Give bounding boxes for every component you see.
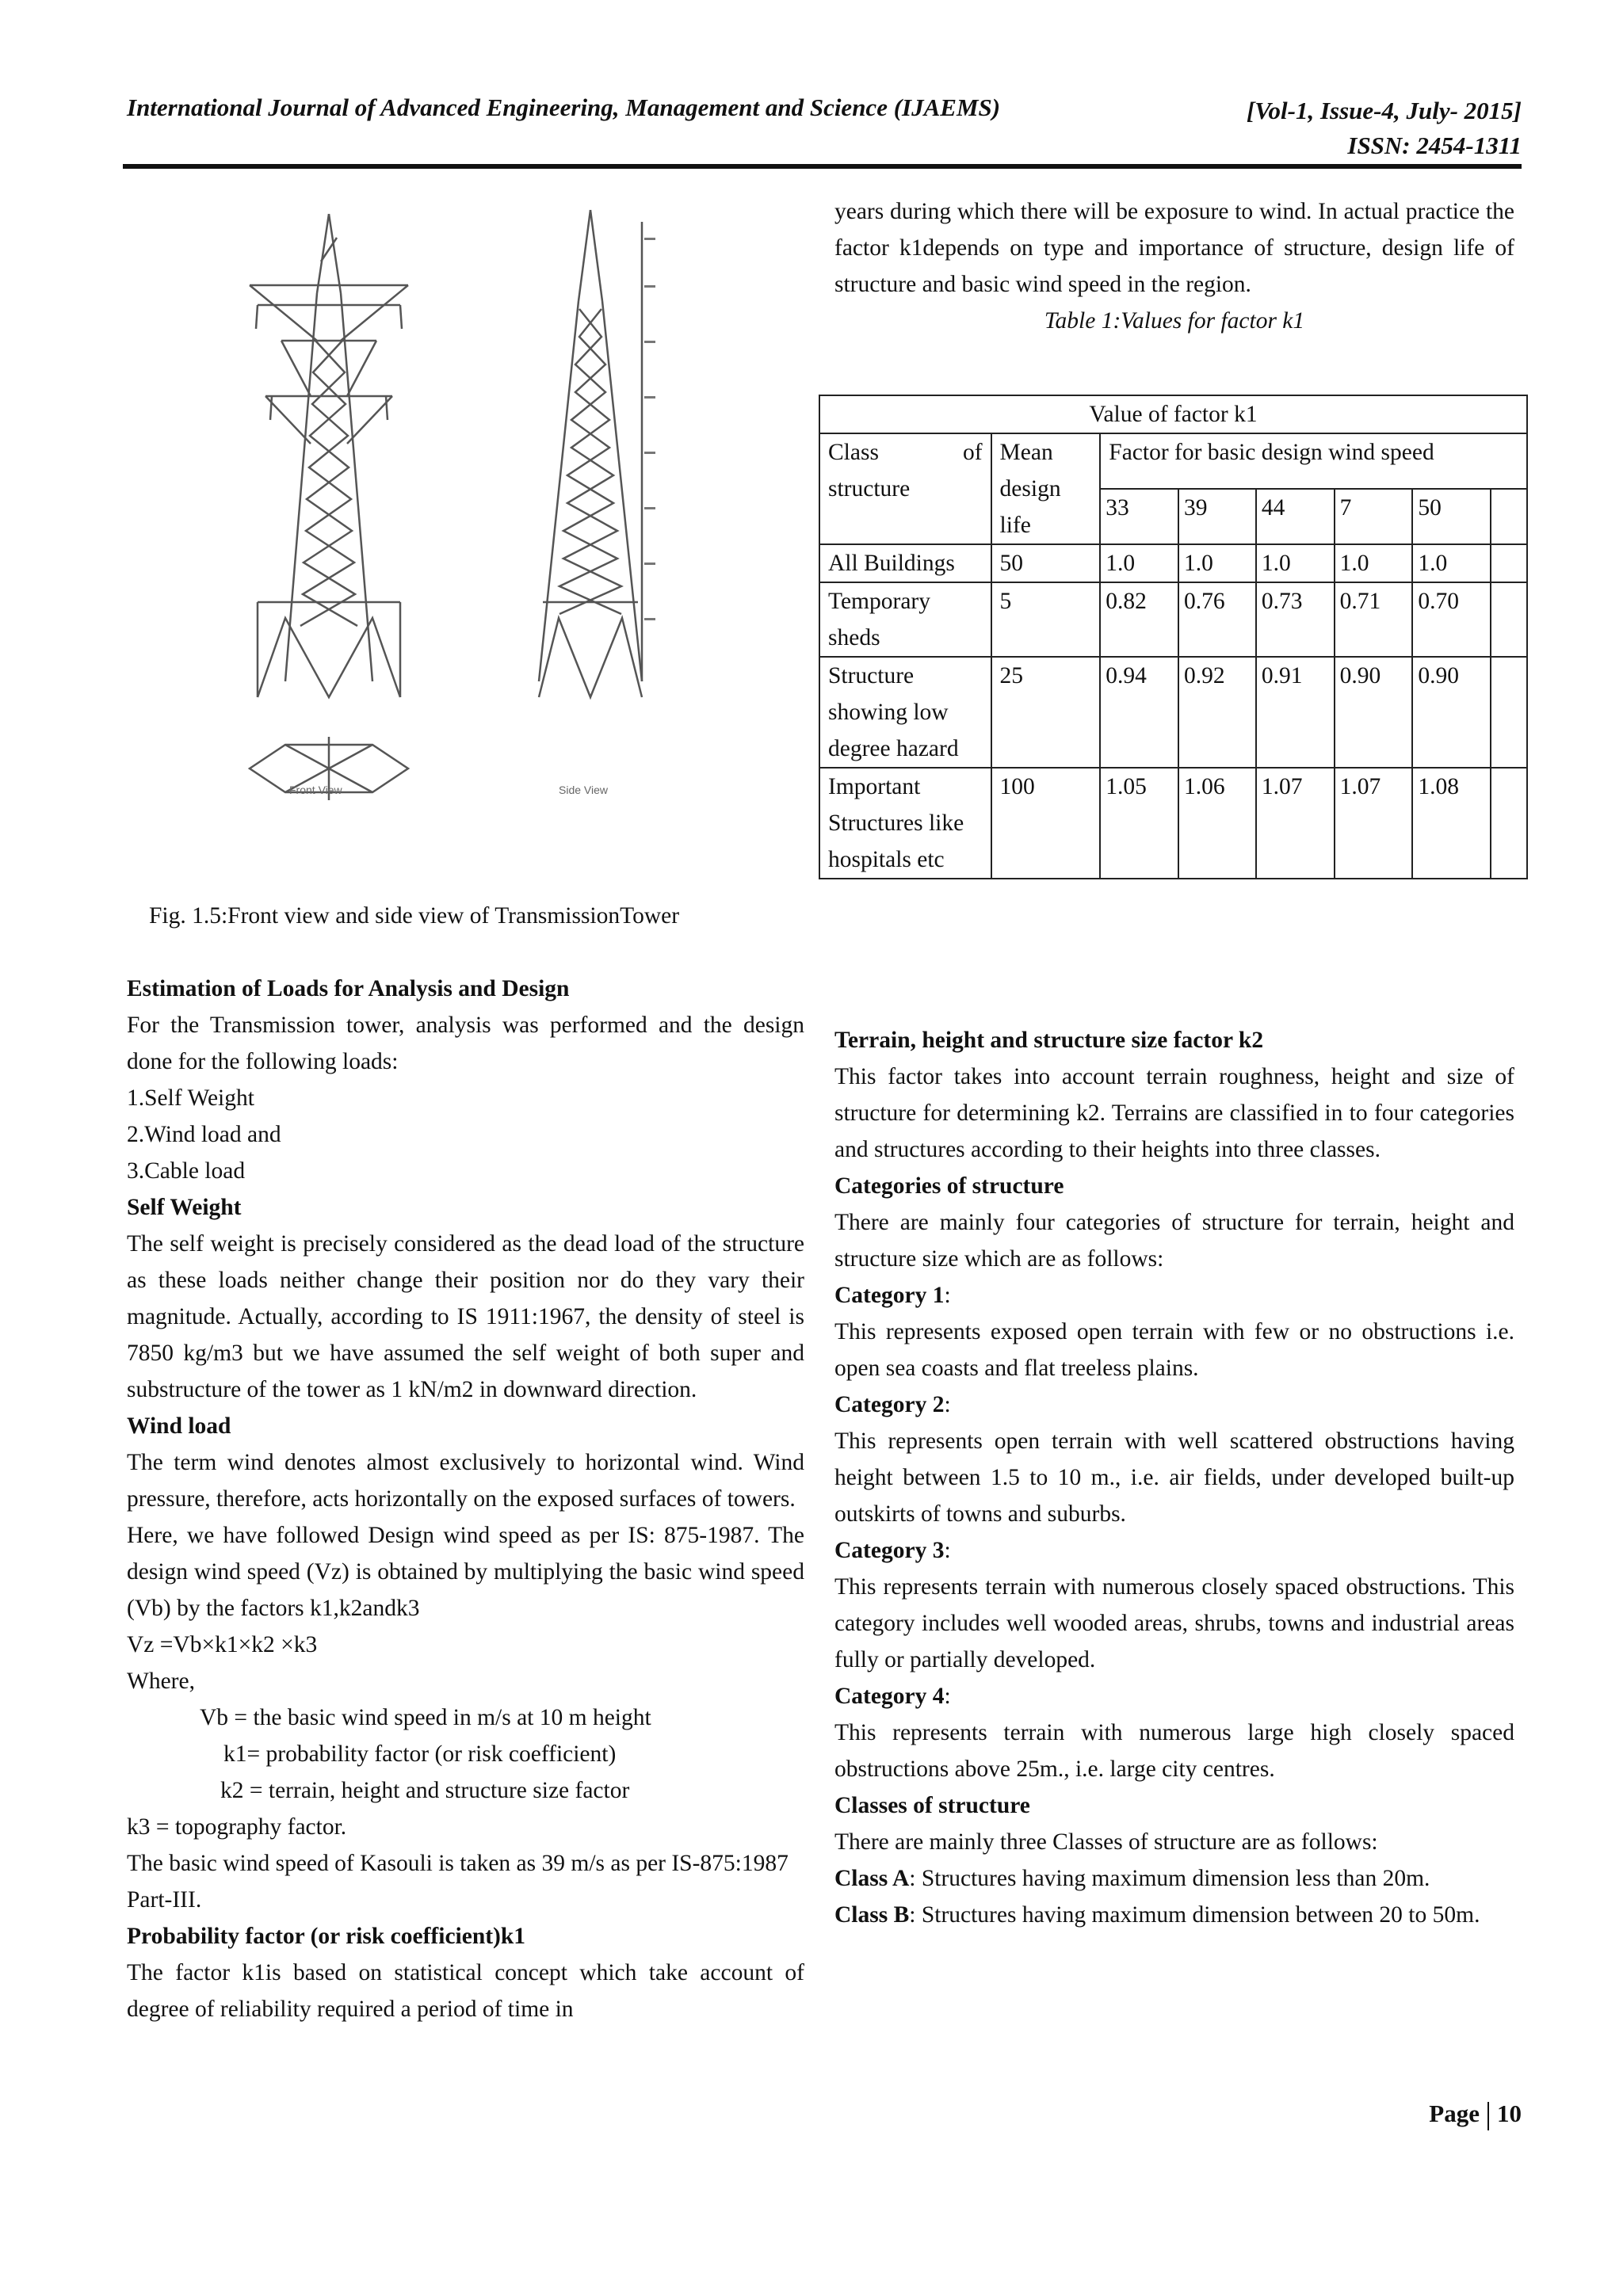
design-wind-text: Here, we have followed Design wind speed as per IS: 875-1987. The design wind speed (Vz) is obtained by multiplying the basic wind speed (Vb) by the factors k1,k2andk3	[127, 1523, 804, 1621]
empty-cell	[1491, 657, 1527, 768]
table-row	[819, 433, 1527, 489]
page-number	[1429, 2100, 1522, 2130]
table-cell: 0.73	[1256, 582, 1335, 657]
journal-title: International Journal of Advanced Engineering, Management and Science (IJAEMS)	[127, 93, 1001, 121]
right-column	[834, 193, 1514, 339]
table-cell: Temporary sheds	[819, 582, 991, 657]
table-cell: 1.0	[1178, 544, 1256, 582]
table-cell: 0.71	[1335, 582, 1413, 657]
class-header-word: structure	[828, 476, 911, 502]
category-2-text: This represents open terrain with well scattered obstructions having height between 1.5 to 10 m., i.e. air fields, under developed built-up outskirts of towns and suburbs.	[834, 1428, 1514, 1527]
section-heading-wind-load: Wind load	[127, 1413, 231, 1439]
loads-intro: For the Transmission tower, analysis was performed and the design done for the following loads:	[127, 1013, 804, 1074]
class-label: Class B	[834, 1902, 910, 1928]
table-row	[819, 582, 1527, 657]
header-divider	[123, 164, 1522, 169]
table-cell: 1.0	[1100, 544, 1178, 582]
table-row	[819, 657, 1527, 768]
category-1-text: This represents exposed open terrain with few or no obstructions i.e. open sea coasts and flat treeless plains.	[834, 1319, 1514, 1381]
categories-text: There are mainly four categories of structure for terrain, height and structure size which are as follows:	[834, 1210, 1514, 1272]
right-column-lower	[834, 1022, 1514, 1933]
table-cell: 1.06	[1178, 768, 1256, 879]
empty-cell	[1491, 544, 1527, 582]
speed-header: 7	[1335, 489, 1413, 544]
category-4-heading: Category 4:	[834, 1684, 951, 1709]
volume-info: [Vol-1, Issue-4, July- 2015]	[1246, 97, 1522, 124]
section-heading-classes: Classes of structure	[834, 1793, 1030, 1818]
category-label: Category 3	[834, 1538, 945, 1563]
class-label: Class A	[834, 1866, 910, 1891]
table-cell: 1.0	[1412, 544, 1491, 582]
wind-load-text: The term wind denotes almost exclusively to horizontal wind. Wind pressure, therefore, acts horizontally on the exposed surfaces of towers.	[127, 1450, 804, 1512]
where-label: Where,	[127, 1669, 195, 1694]
class-header-word: Class	[828, 440, 879, 465]
page-label: Page	[1429, 2100, 1480, 2127]
section-heading-k2: Terrain, height and structure size factor k2	[834, 1028, 1264, 1053]
side-view-tower	[539, 210, 642, 697]
table-cell: 5	[991, 582, 1101, 657]
table-caption: Table 1:Values for factor k1	[1044, 308, 1305, 334]
tower-figure	[210, 190, 733, 816]
page-value: 10	[1497, 2100, 1522, 2127]
k2-text: This factor takes into account terrain roughness, height and size of structure for determining k2. Terrains are classified in to four categories and structures according to their heights into three classes.	[834, 1064, 1514, 1162]
table-row	[819, 395, 1527, 433]
table-cell: 0.91	[1256, 657, 1335, 768]
table-row	[819, 768, 1527, 879]
left-column	[127, 971, 804, 2027]
table-cell: All Buildings	[819, 544, 991, 582]
table-cell: 0.90	[1412, 657, 1491, 768]
front-view-tower	[250, 214, 408, 697]
section-heading-categories: Categories of structure	[834, 1173, 1064, 1199]
class-header-word: of	[962, 440, 983, 465]
section-heading-self-weight: Self Weight	[127, 1195, 242, 1220]
definition-k3: k3 = topography factor.	[127, 1814, 347, 1840]
speed-header: 44	[1256, 489, 1335, 544]
definition-vb: Vb = the basic wind speed in m/s at 10 m height	[200, 1705, 651, 1730]
table-cell: 1.0	[1335, 544, 1413, 582]
section-heading-probability-factor: Probability factor (or risk coefficient)k1	[127, 1924, 526, 1949]
definition-k2: k2 = terrain, height and structure size factor	[220, 1778, 630, 1803]
classes-text: There are mainly three Classes of structure are as follows:	[834, 1829, 1378, 1855]
category-label: Category 4	[834, 1684, 945, 1709]
category-label: Category 1	[834, 1283, 945, 1308]
mean-life-header: Mean design life	[991, 433, 1101, 544]
category-1-heading: Category 1:	[834, 1283, 951, 1308]
table-cell: 1.05	[1100, 768, 1178, 879]
table-cell: Important Structures like hospitals etc	[819, 768, 991, 879]
speed-header: 39	[1178, 489, 1256, 544]
class-header	[819, 433, 991, 544]
wind-formula: Vz =Vb×k1×k2 ×k3	[127, 1632, 318, 1657]
side-dimension-ticks	[644, 238, 655, 620]
class-a-text	[834, 1860, 1514, 1897]
factor-header: Factor for basic design wind speed	[1100, 433, 1527, 489]
basic-wind-speed-text: The basic wind speed of Kasouli is taken as 39 m/s as per IS-875:1987 Part-III.	[127, 1851, 789, 1913]
probability-factor-text: The factor k1is based on statistical concept which take account of degree of reliability required a period of time in	[127, 1960, 804, 2022]
table-cell: 0.92	[1178, 657, 1256, 768]
category-3-text: This represents terrain with numerous closely spaced obstructions. This category includes well wooded areas, shrubs, towns and industrial areas fully or partially developed.	[834, 1574, 1514, 1672]
category-3-heading: Category 3:	[834, 1538, 951, 1563]
table-cell: 1.0	[1256, 544, 1335, 582]
speed-header: 50	[1412, 489, 1491, 544]
category-4-text: This represents terrain with numerous large high closely spaced obstructions above 25m., i.e. large city centres.	[834, 1720, 1514, 1782]
empty-cell	[1491, 582, 1527, 657]
definition-k1: k1= probability factor (or risk coefficient)	[223, 1741, 617, 1767]
table-cell: Structure showing low degree hazard	[819, 657, 991, 768]
table-cell: 1.07	[1335, 768, 1413, 879]
side-view-label: Side View	[559, 784, 609, 796]
table-cell: 100	[991, 768, 1101, 879]
class-description: : Structures having maximum dimension less than 20m.	[909, 1866, 1430, 1891]
table-cell: 0.82	[1100, 582, 1178, 657]
section-heading-loads: Estimation of Loads for Analysis and Design	[127, 976, 570, 1001]
speed-header: 33	[1100, 489, 1178, 544]
table-cell: 0.90	[1335, 657, 1413, 768]
table-cell: 50	[991, 544, 1101, 582]
front-view-label: Front View	[289, 784, 342, 796]
page-separator	[1487, 2102, 1489, 2130]
table-row	[819, 544, 1527, 582]
table-title: Value of factor k1	[819, 395, 1527, 433]
list-item: 1.Self Weight	[127, 1085, 254, 1111]
figure-caption: Fig. 1.5:Front view and side view of TransmissionTower	[149, 903, 680, 929]
empty-cell	[1491, 768, 1527, 879]
empty-cell	[1491, 489, 1527, 544]
table-cell: 0.94	[1100, 657, 1178, 768]
issn: ISSN: 2454-1311	[1347, 132, 1522, 159]
table-cell: 0.70	[1412, 582, 1491, 657]
category-label: Category 2	[834, 1392, 945, 1417]
category-2-heading: Category 2:	[834, 1392, 951, 1417]
continued-text: years during which there will be exposure to wind. In actual practice the factor k1depends on type and importance of structure, design life of structure and basic wind speed in the region.	[834, 199, 1514, 297]
class-b-text	[834, 1897, 1514, 1933]
list-item: 2.Wind load and	[127, 1122, 281, 1147]
class-description: : Structures having maximum dimension between 20 to 50m.	[909, 1902, 1480, 1928]
table-cell: 1.08	[1412, 768, 1491, 879]
k1-table	[819, 395, 1528, 879]
table-cell: 1.07	[1256, 768, 1335, 879]
table-cell: 0.76	[1178, 582, 1256, 657]
self-weight-text: The self weight is precisely considered as the dead load of the structure as these loads neither change their position nor do they vary their magnitude. Actually, according to IS 1911:1967, the density of steel is 7850 kg/m3 but we have assumed the self weight of both super and substructure of the tower as 1 kN/m2 in downward direction.	[127, 1231, 804, 1402]
table-cell: 25	[991, 657, 1101, 768]
issue-info	[1189, 93, 1522, 163]
list-item: 3.Cable load	[127, 1158, 246, 1184]
